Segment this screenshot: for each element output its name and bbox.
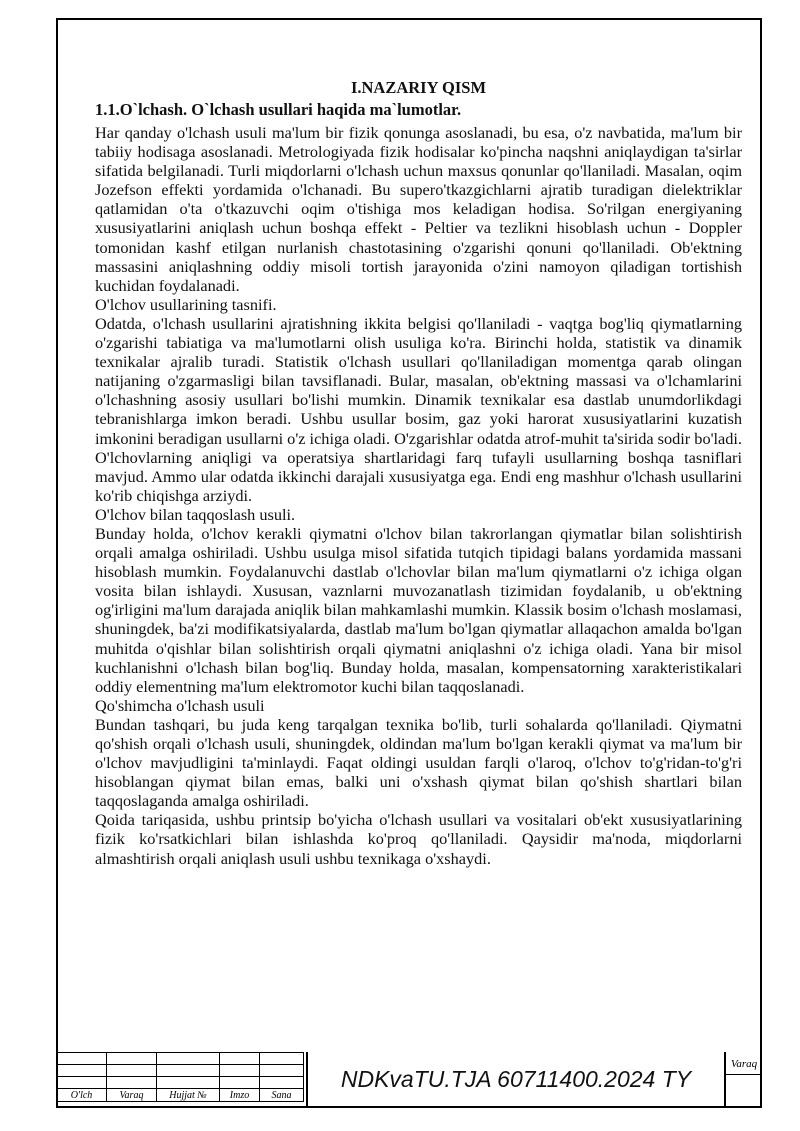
stamp-cell	[220, 1065, 260, 1077]
stamp-label-olch: O'lch	[57, 1089, 107, 1102]
stamp-label-varaq: Varaq	[107, 1089, 157, 1102]
document-body	[95, 78, 742, 868]
stamp-label-sana: Sana	[260, 1089, 304, 1102]
stamp-cell	[157, 1065, 220, 1077]
stamp-grid	[56, 1052, 304, 1102]
stamp-cell	[260, 1077, 304, 1089]
page-title: I.NAZARIY QISM	[350, 78, 487, 97]
stamp-cell	[157, 1077, 220, 1089]
stamp-label-imzo: Imzo	[220, 1089, 260, 1102]
paragraph: Odatda, o'lchash usullarini ajratishning ikkita belgisi qo'llaniladi - vaqtga bog'liq qiymatlarning o'zgarishi tabiatiga va ma'lumotlarni olish usuliga ko'ra. Birinchi holda, statistik va dinamik texnikalar ajralib turadi. Statistik o'lchash usullari qo'llaniladigan momentga qarab olingan natijaning o'zgarmasligi bilan tavsiflanadi. Bular, masalan, ob'ektning massasi va o'lchamlarini o'lchashning asosiy usullari bo'lishi mumkin. Dinamik texnikalar esa dastlab unumdorlikdagi tebranishlarga imkon beradi. Ushbu usullar bosim, gaz yoki harorat xususiyatlarini kuzatish imkonini beradigan usullarni o'z ichiga oladi. O'zgarishlar odatda atrof-muhit ta'sirida sodir bo'ladi. O'lchovlarning aniqligi va operatsiya shartlaridagi farq tufayli usullarning boshqa tasniflari mavjud. Ammo ular odatda ikkinchi darajali xususiyatga ega. Endi eng mashhur o'lchash usullarini ko'rib chiqishga arziydi.	[95, 313, 742, 505]
stamp-cell	[57, 1077, 107, 1089]
stamp-cell	[107, 1053, 157, 1065]
stamp-cell	[157, 1053, 220, 1065]
stamp-cell	[260, 1065, 304, 1077]
text-blocks	[95, 123, 742, 868]
paragraph: Har qanday o'lchash usuli ma'lum bir fizik qonunga asoslanadi, bu esa, o'z navbatida, ma'lum bir tabiiy hodisaga asoslanadi. Metrologiyada fizik hodisalar ko'pincha naqshni aniqlaydigan ta'sirlar sifatida belgilanadi. Turli miqdorlarni o'lchash uchun maxsus qonunlar qo'llaniladi. Masalan, oqim Jozefson effekti yordamida o'lchanadi. Bu supero'tkazgichlarni ajratib turadigan dielektriklar qatlamidan o'ta o'tkazuvchi oqim o'tishiga mos keladigan hodisa. So'rilgan energiyaning xususiyatlarini aniqlash uchun boshqa effekt - Peltier va tezlikni hisoblash uchun - Doppler tomonidan kashf etilgan nurlanish chastotasining o'zgarishi qonuni qo'llaniladi. Ob'ektning massasini aniqlashning oddiy misoli tortish jarayonida o'zini namoyon qiladigan tortishish kuchidan foydalanadi.	[95, 123, 742, 295]
stamp-cell	[220, 1077, 260, 1089]
stamp-cell	[107, 1077, 157, 1089]
section-subtitle: 1.1.O`lchash. O`lchash usullari haqida ma`lumotlar.	[95, 100, 462, 119]
stamp-cell	[57, 1065, 107, 1077]
paragraph: Qoida tariqasida, ushbu printsip bo'yicha o'lchash usullari va vositalari ob'ekt xususiyatlarining fizik ko'rsatkichlari bilan ishlashda ko'proq qo'llaniladi. Qaysidir ma'noda, miqdorlarni almashtirish orqali aniqlash usuli ushbu texnikaga o'xshaydi.	[95, 810, 742, 868]
stamp-label-hujjat: Hujjat №	[157, 1089, 220, 1102]
paragraph: Bunday holda, o'lchov kerakli qiymatni o'lchov bilan takrorlangan qiymatlar bilan solishtirish orqali amalga oshiriladi. Ushbu usulga misol sifatida tutqich tipidagi balans yordamida massani hisoblash mumkin. Foydalanuvchi dastlab o'lchovlar bilan ma'lum qiymatlarni o'z ichiga olgan vosita bilan ishlaydi. Xususan, vaznlarni muvozanatlash tizimidan foydalanib, u ob'ektning og'irligini ma'lum darajada aniqlik bilan mahkamlashi mumkin. Klassik bosim o'lchash moslamasi, shuningdek, ba'zi modifikatsiyalarda, dastlab ma'lum bo'lgan qiymatlar allaqachon amalda bo'lgan muhitda o'qishlar bilan solishtirish orqali qiymatni aniqlashni o'z ichiga oladi. Yana bir misol kuchlanishni o'lchash bilan bog'liq. Bunday holda, masalan, kompensatorning xarakteristikalari oddiy elementning ma'lum elektromotor kuchi bilan taqqoslanadi.	[95, 523, 742, 696]
sheet-box	[726, 1052, 762, 1106]
stamp-cell	[220, 1053, 260, 1065]
section-heading: O'lchov bilan taqqoslash usuli.	[95, 504, 296, 524]
section-heading: O'lchov usullarining tasnifi.	[95, 294, 277, 314]
section-heading: Qo'shimcha o'lchash usuli	[95, 695, 265, 715]
stamp-cell	[57, 1053, 107, 1065]
paragraph: Bundan tashqari, bu juda keng tarqalgan texnika bo'lib, turli sohalarda qo'llaniladi. Qiymatni qo'shish orqali o'lchash usuli, shuningdek, oldindan ma'lum bo'lgan kerakli qiymat va ma'lum bir o'lchov mavjudligini ta'minlaydi. Faqat oldingi usuldan farqli o'laroq, o'lchov to'g'ridan-to'g'ri hisoblangan qiymat bilan emas, balki uni o'xshash qiymat bilan qo'shish shartlari bilan taqqoslaganda amalga oshiriladi.	[95, 714, 742, 811]
stamp-cell	[260, 1053, 304, 1065]
document-number: NDKvaTU.TJA 60711400.2024 TY	[306, 1052, 726, 1106]
sheet-label: Varaq	[726, 1054, 762, 1075]
title-block-stamp	[56, 1052, 762, 1108]
stamp-cell	[107, 1065, 157, 1077]
